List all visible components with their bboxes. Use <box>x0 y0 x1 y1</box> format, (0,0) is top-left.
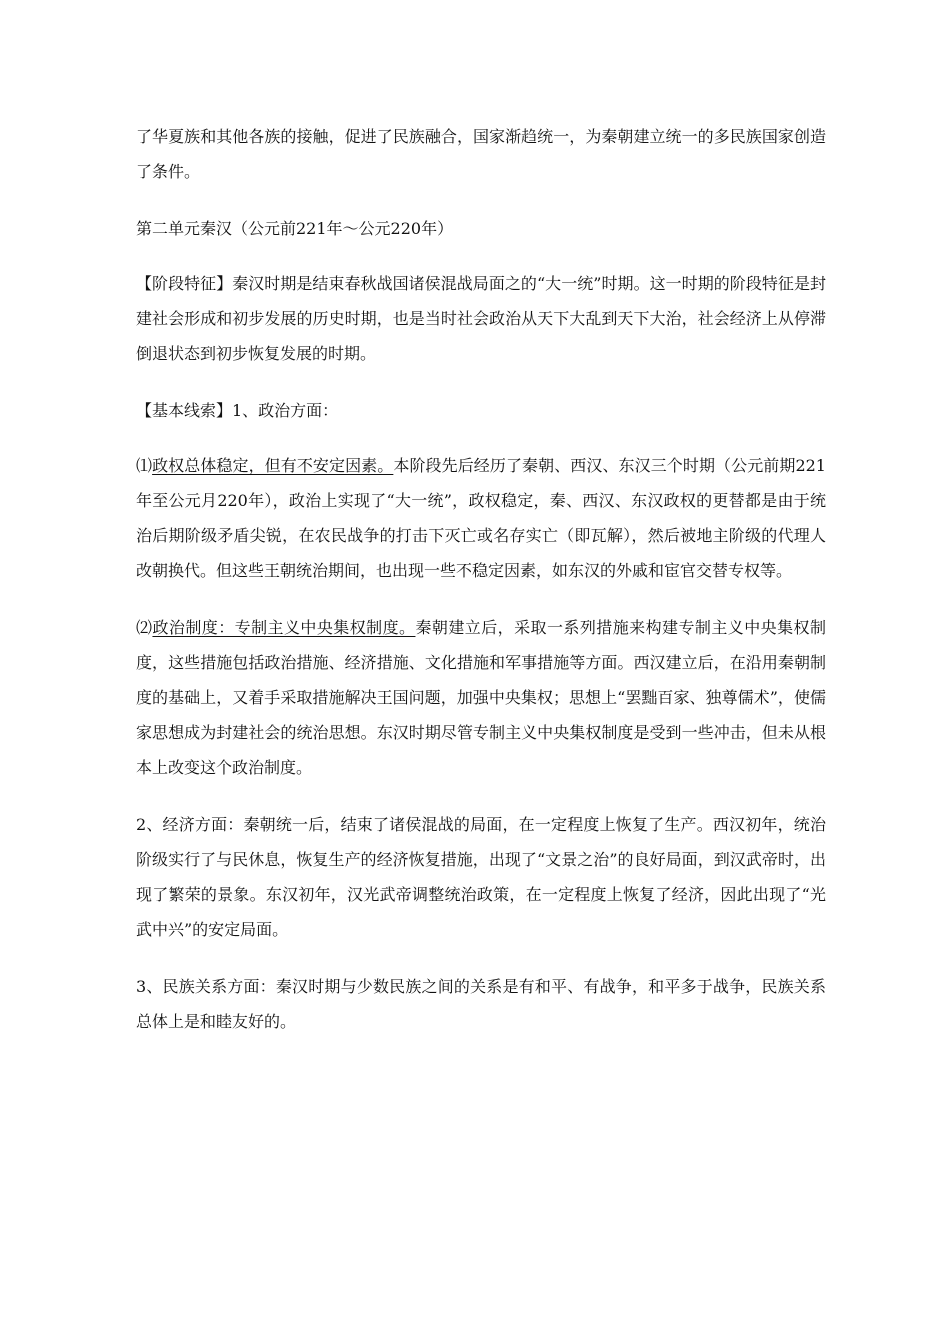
paragraph-intro-continuation: 了华夏族和其他各族的接触，促进了民族融合，国家渐趋统一，为秦朝建立统一的多民族国家创造了条件。 <box>136 127 826 181</box>
paragraph-economy: 2、经济方面：秦朝统一后，结束了诸侯混战的局面，在一定程度上恢复了生产。西汉初年，统治阶级实行了与民休息，恢复生产的经济恢复措施，出现了“文景之治”的良好局面，到汉武帝时，出现了繁荣的景象。东汉初年，汉光武帝调整统治政策，在一定程度上恢复了经济，因此出现了“光武中兴”的安定局面。 <box>136 815 826 939</box>
item-2-underlined-heading: 政治制度：专制主义中央集权制度。 <box>152 618 416 637</box>
document-page <box>136 119 826 1061</box>
item-1-underlined-heading: 政权总体稳定，但有不安定因素。 <box>152 456 394 475</box>
item-2-number: ⑵ <box>136 618 153 637</box>
paragraph-political-item-1 <box>136 448 826 588</box>
item-1-number: ⑴ <box>136 456 153 475</box>
unit-heading: 第二单元秦汉（公元前221年～公元220年） <box>136 219 454 238</box>
paragraph-basic-clues: 【基本线索】1、政治方面： <box>136 401 339 420</box>
item-1-body: 本阶段先后经历了秦朝、西汉、东汉三个时期（公元前期221年至公元月220年），政治上实现了“大一统”，政权稳定，秦、西汉、东汉政权的更替都是由于统治后期阶级矛盾尖锐，在农民战争的打击下灭亡或名存实亡（即瓦解），然后被地主阶级的代理人改朝换代。但这些王朝统治期间，也出现一些不稳定因素，如东汉的外戚和宦官交替专权等。 <box>136 456 826 580</box>
paragraph-stage-feature: 【阶段特征】秦汉时期是结束春秋战国诸侯混战局面之的“大一统”时期。这一时期的阶段特征是封建社会形成和初步发展的历史时期，也是当时社会政治从天下大乱到天下大治，社会经济上从停滞倒退状态到初步恢复发展的时期。 <box>136 274 826 363</box>
item-2-body: 秦朝建立后，采取一系列措施来构建专制主义中央集权制度，这些措施包括政治措施、经济措施、文化措施和军事措施等方面。西汉建立后，在沿用秦朝制度的基础上，又着手采取措施解决王国问题，加强中央集权；思想上“罢黜百家、独尊儒术”，使儒家思想成为封建社会的统治思想。东汉时期尽管专制主义中央集权制度是受到一些冲击，但未从根本上改变这个政治制度。 <box>136 618 826 777</box>
paragraph-ethnic-relations: 3、民族关系方面：秦汉时期与少数民族之间的关系是有和平、有战争，和平多于战争，民族关系总体上是和睦友好的。 <box>136 977 826 1031</box>
paragraph-political-item-2 <box>136 610 826 785</box>
